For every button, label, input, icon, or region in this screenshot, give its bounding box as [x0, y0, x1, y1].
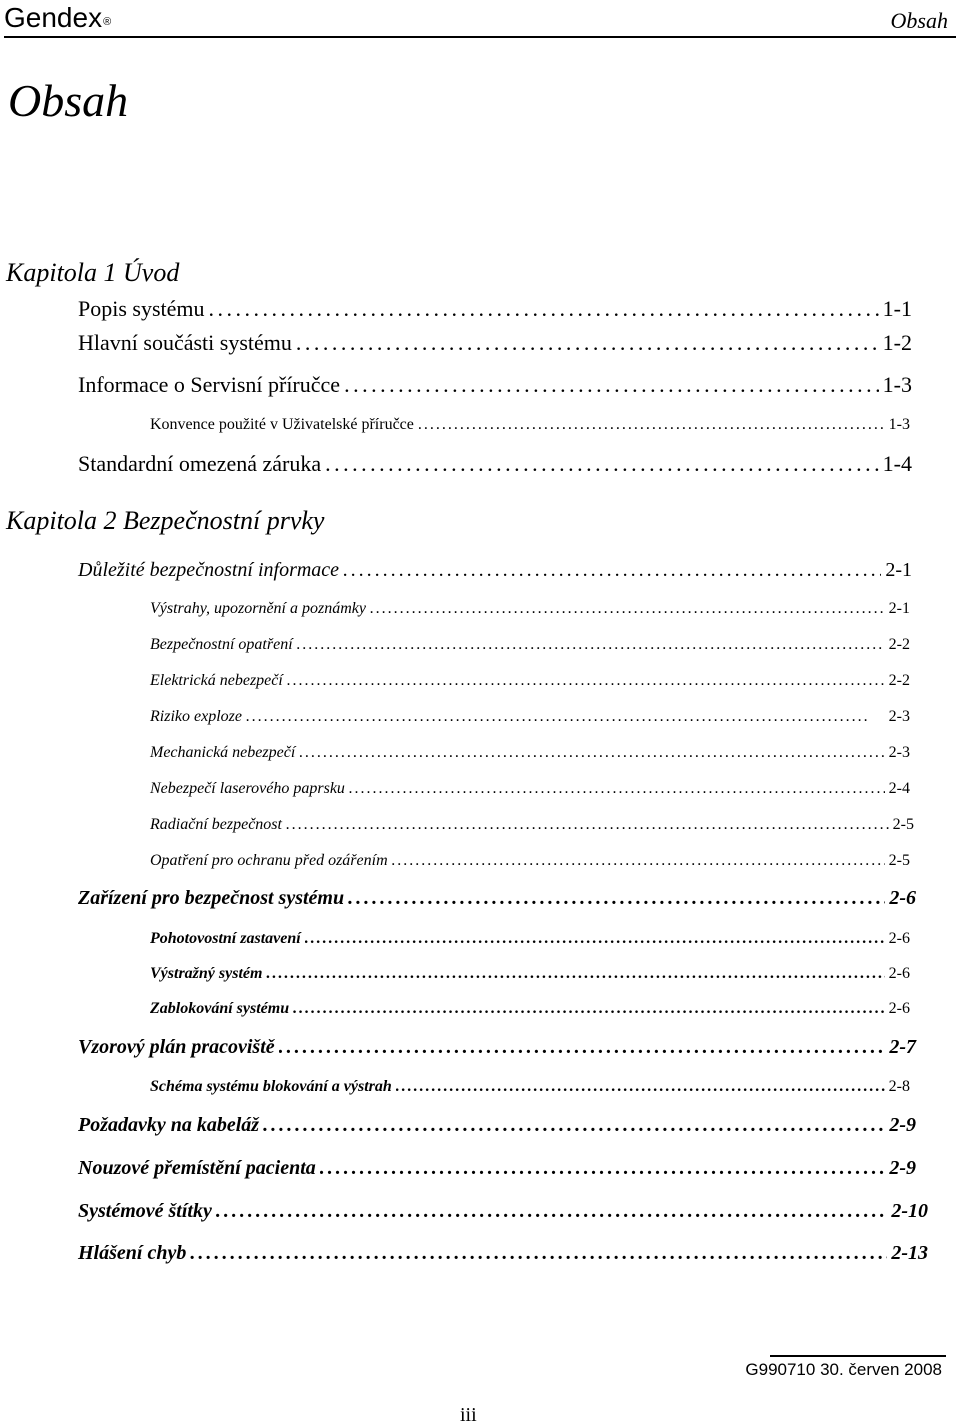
toc-entry-page: 2-1 [888, 600, 910, 617]
toc-entry-page: 1-3 [882, 372, 912, 397]
toc-leader [396, 1078, 885, 1096]
toc-entry-title: Zařízení pro bezpečnost systému [78, 887, 345, 909]
toc-entry-page: 2-9 [889, 1114, 916, 1136]
toc-entry-page: 1-3 [888, 416, 910, 433]
toc-leader [263, 1114, 885, 1137]
toc-entry[interactable] [78, 330, 912, 356]
toc-entry-page: 2-2 [888, 636, 910, 653]
toc-leader [279, 1036, 886, 1059]
toc-entry[interactable] [78, 887, 916, 910]
toc-leader [305, 930, 885, 948]
toc-entry-title: Popis systému [78, 296, 205, 321]
toc-leader [296, 330, 879, 356]
toc-entry[interactable] [150, 600, 910, 618]
toc-entry[interactable] [78, 296, 912, 322]
header-rule [4, 36, 956, 38]
running-header-section: Obsah [890, 8, 948, 33]
toc-entry-title: Opatření pro ochranu před ozářením [150, 852, 388, 869]
chapter-1-heading: Kapitola 1 Úvod [6, 258, 180, 287]
toc-entry[interactable] [150, 930, 910, 948]
toc-leader [246, 708, 885, 726]
toc-leader [320, 1157, 886, 1180]
toc-entry[interactable] [150, 852, 910, 870]
brand-logo [4, 2, 111, 34]
chapter-2-heading: Kapitola 2 Bezpečnostní prvky [6, 506, 325, 535]
page-title: Obsah [8, 75, 129, 126]
toc-leader [216, 1200, 887, 1223]
toc-leader [344, 372, 879, 398]
toc-entry-page: 2-9 [889, 1157, 916, 1179]
footer-doc-id: G990710 30. červen 2008 [745, 1360, 942, 1379]
toc-entry-page: 2-6 [889, 887, 916, 909]
toc-leader [392, 852, 885, 870]
toc-entry[interactable] [150, 636, 910, 654]
toc-entry[interactable] [150, 744, 910, 762]
toc-entry-title: Standardní omezená záruka [78, 451, 322, 476]
toc-leader [349, 780, 885, 798]
toc-entry-title: Důležité bezpečnostní informace [78, 559, 340, 581]
toc-entry-page: 1-1 [882, 296, 912, 321]
toc-leader [348, 887, 885, 910]
toc-entry[interactable] [78, 1114, 916, 1137]
toc-entry-title: Nebezpečí laserového paprsku [150, 780, 345, 797]
toc-entry-page: 2-3 [888, 708, 910, 725]
toc-leader [418, 416, 885, 434]
toc-entry-title: Informace o Servisní příručce [78, 372, 341, 397]
toc-entry[interactable] [78, 1036, 916, 1059]
toc-entry-title: Nouzové přemístění pacienta [78, 1157, 316, 1179]
toc-entry-page: 2-3 [888, 744, 910, 761]
toc-entry[interactable] [150, 672, 910, 690]
toc-entry-title: Vzorový plán pracoviště [78, 1036, 275, 1058]
toc-entry-title: Konvence použité v Uživatelské příručce [150, 416, 414, 433]
toc-entry-page: 2-5 [888, 852, 910, 869]
toc-entry-title: Riziko exploze [150, 708, 242, 725]
toc-entry[interactable] [150, 1000, 910, 1018]
toc-entry-page: 2-6 [888, 930, 910, 947]
toc-leader [209, 296, 879, 322]
toc-leader [287, 672, 885, 690]
toc-entry[interactable] [78, 1242, 928, 1265]
toc-entry[interactable] [78, 1200, 928, 1223]
toc-leader [343, 559, 881, 582]
toc-entry[interactable] [150, 416, 910, 434]
toc-entry-page: 2-8 [888, 1078, 910, 1095]
toc-entry-title: Hlášení chyb [78, 1242, 187, 1264]
toc-entry[interactable] [150, 965, 910, 983]
toc-entry[interactable] [150, 708, 910, 726]
toc-entry-page: 2-4 [888, 780, 910, 797]
toc-entry-page: 2-10 [891, 1200, 928, 1222]
toc-entry[interactable] [78, 559, 912, 582]
toc-entry[interactable] [150, 780, 910, 798]
toc-entry-page: 1-4 [882, 451, 912, 476]
toc-leader [293, 1000, 885, 1018]
toc-entry-page: 2-2 [888, 672, 910, 689]
brand-name: Gendex [4, 2, 103, 33]
toc-entry-title: Výstražný systém [150, 965, 263, 982]
toc-entry-page: 2-1 [885, 559, 912, 581]
toc-entry-title: Pohotovostní zastavení [150, 930, 301, 947]
toc-leader [325, 451, 879, 477]
toc-entry[interactable] [78, 1157, 916, 1180]
toc-entry-title: Požadavky na kabeláž [78, 1114, 260, 1136]
toc-entry-title: Radiační bezpečnost [150, 816, 282, 833]
toc-entry-title: Mechanická nebezpečí [150, 744, 296, 761]
toc-entry-page: 2-6 [888, 1000, 910, 1017]
toc-leader [266, 965, 884, 983]
toc-entry[interactable] [78, 372, 912, 398]
toc-leader [190, 1242, 887, 1265]
toc-entry-page: 2-5 [892, 816, 914, 833]
toc-entry-title: Bezpečnostní opatření [150, 636, 293, 653]
toc-entry[interactable] [78, 451, 912, 477]
toc-entry-page: 2-13 [891, 1242, 928, 1264]
toc-entry-title: Hlavní součásti systému [78, 330, 292, 355]
toc-leader [297, 636, 885, 654]
toc-leader [299, 744, 884, 762]
toc-entry[interactable] [150, 1078, 910, 1096]
toc-entry-page: 1-2 [882, 330, 912, 355]
toc-entry-page: 2-7 [889, 1036, 916, 1058]
toc-entry-title: Zablokování systému [150, 1000, 290, 1017]
page-number: iii [460, 1404, 477, 1426]
toc-leader [370, 600, 885, 618]
toc-entry-page: 2-6 [888, 965, 910, 982]
toc-entry[interactable] [150, 816, 914, 834]
footer-rule [770, 1355, 946, 1357]
toc-entry-title: Výstrahy, upozornění a poznámky [150, 600, 366, 617]
toc-leader [286, 816, 889, 834]
toc-entry-title: Elektrická nebezpečí [150, 672, 283, 689]
registered-mark: ® [103, 16, 112, 28]
toc-entry-title: Schéma systému blokování a výstrah [150, 1078, 392, 1095]
toc-entry-title: Systémové štítky [78, 1200, 212, 1222]
